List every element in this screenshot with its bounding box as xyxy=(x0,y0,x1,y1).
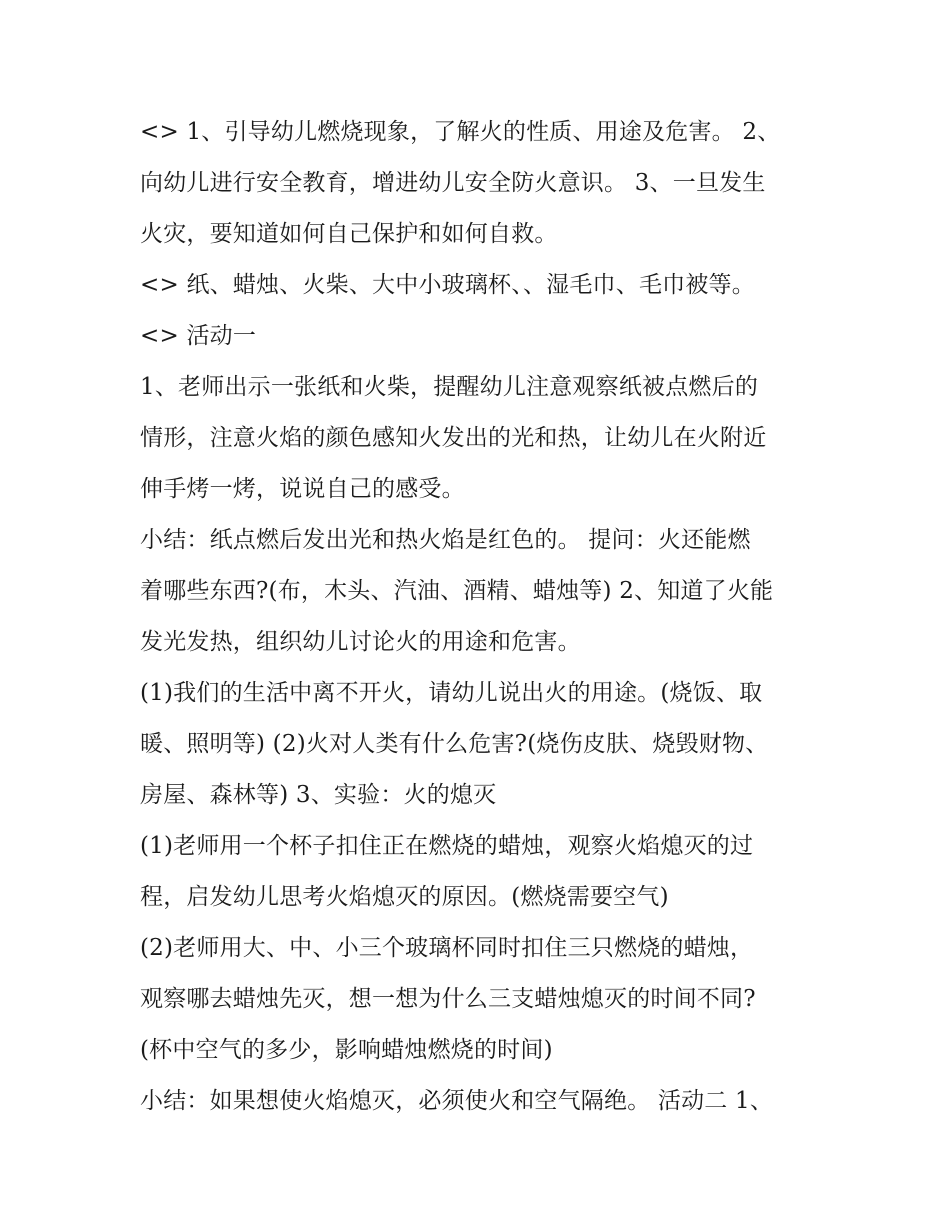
text-line: 着哪些东西?(布，木头、汽油、酒精、蜡烛等) 2、知道了火能 xyxy=(140,578,774,604)
text-line: 小结：如果想使火焰熄灭，必须使火和空气隔绝。 活动二 1、 xyxy=(140,1088,774,1114)
text-line: 发光发热，组织幼儿讨论火的用途和危害。 xyxy=(140,629,581,655)
text-line: 伸手烤一烤，说说自己的感受。 xyxy=(140,476,465,502)
text-line: (2)老师用大、中、小三个玻璃杯同时扣住三只燃烧的蜡烛， xyxy=(140,935,754,961)
text-line: (1)老师用一个杯子扣住正在燃烧的蜡烛，观察火焰熄灭的过 xyxy=(140,833,754,859)
text-line: <> 1、引导幼儿燃烧现象，了解火的性质、用途及危害。 2、 xyxy=(140,119,781,145)
text-line: 火灾，要知道如何自己保护和如何自救。 xyxy=(140,221,558,247)
text-line: (1)我们的生活中离不开火，请幼儿说出火的用途。(烧饭、取 xyxy=(140,680,763,706)
text-line: (杯中空气的多少，影响蜡烛燃烧的时间) xyxy=(140,1037,553,1063)
text-line: 向幼儿进行安全教育，增进幼儿安全防火意识。 3、一旦发生 xyxy=(140,170,766,196)
text-line: 程，启发幼儿思考火焰熄灭的原因。(燃烧需要空气) xyxy=(140,884,669,910)
text-line: 情形，注意火焰的颜色感知火发出的光和热，让幼儿在火附近 xyxy=(140,425,767,451)
text-line: 小结：纸点燃后发出光和热火焰是红色的。 提问：火还能燃 xyxy=(140,527,751,553)
text-line: 房屋、森林等) 3、实验：火的熄灭 xyxy=(140,782,497,808)
text-line: 观察哪去蜡烛先灭，想一想为什么三支蜡烛熄灭的时间不同? xyxy=(140,986,756,1012)
text-line: 暖、照明等) (2)火对人类有什么危害?(烧伤皮肤、烧毁财物、 xyxy=(140,731,769,757)
text-line: 1、老师出示一张纸和火柴，提醒幼儿注意观察纸被点燃后的 xyxy=(140,374,759,400)
text-line: <> 活动一 xyxy=(140,323,257,349)
document-body xyxy=(140,107,820,1127)
text-line: <> 纸、蜡烛、火柴、大中小玻璃杯、、湿毛巾、毛巾被等。 xyxy=(140,272,755,298)
